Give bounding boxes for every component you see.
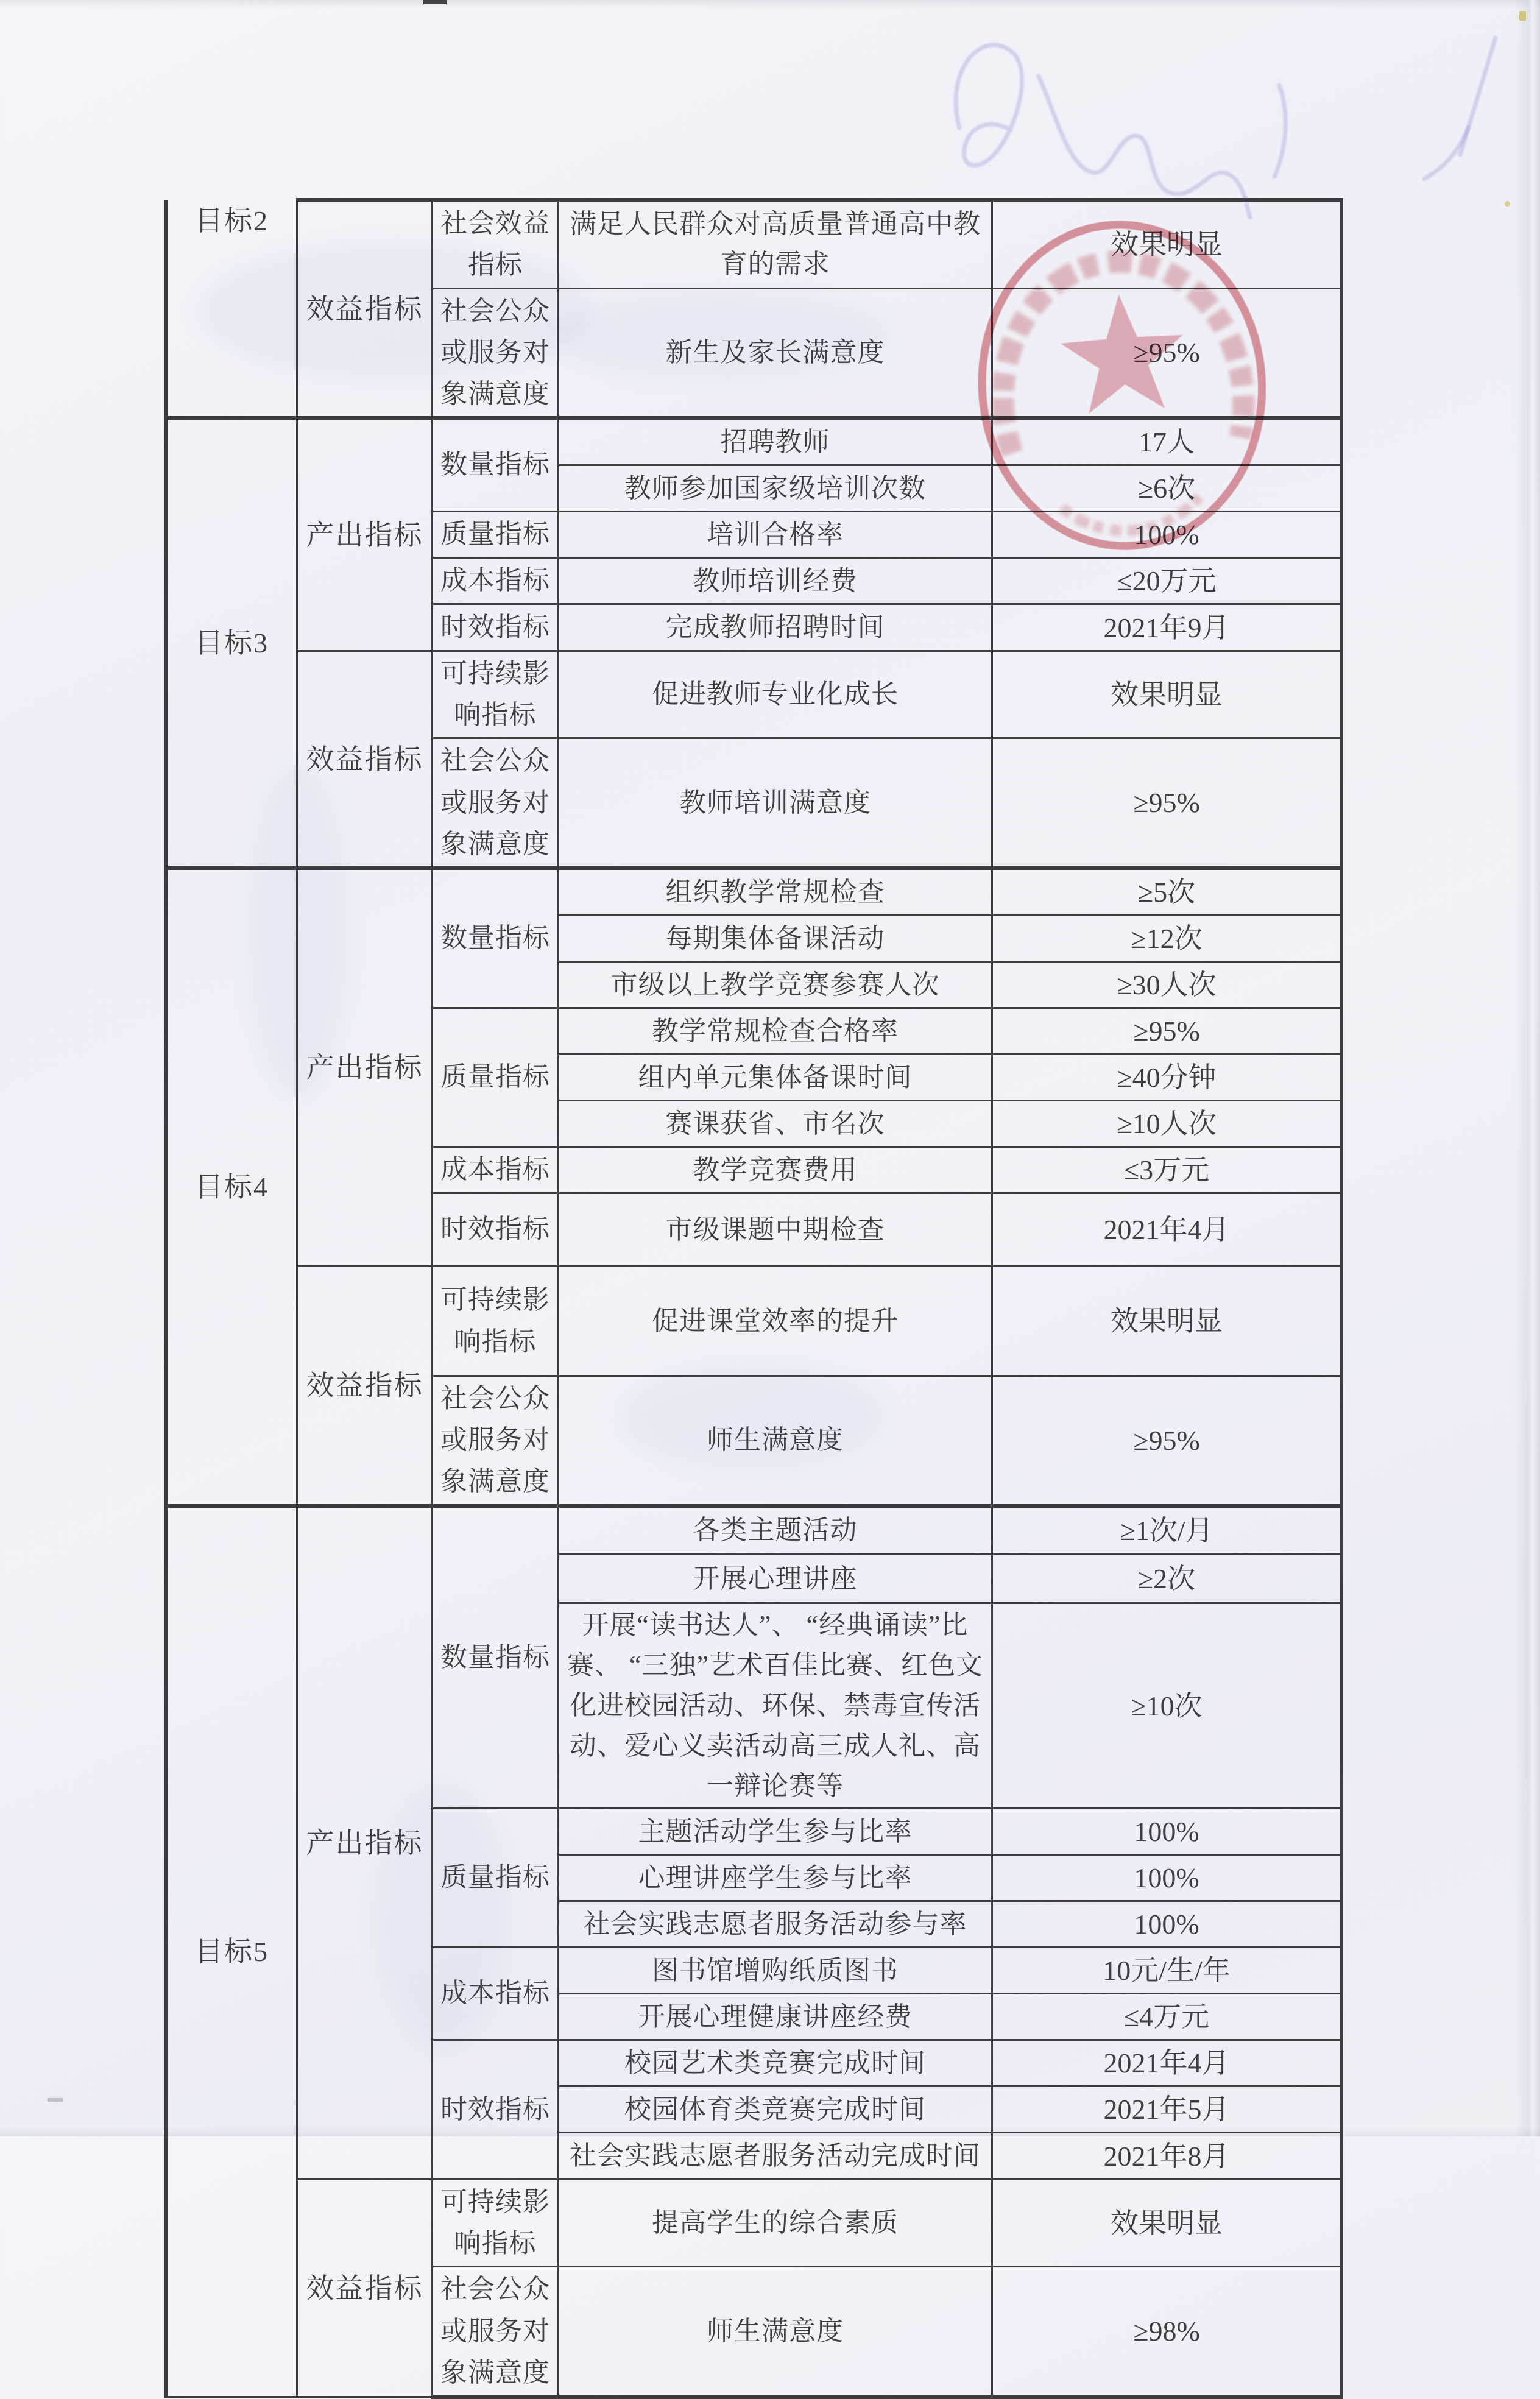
- category-cell: 效益指标: [297, 1267, 433, 1506]
- category-cell: 产出指标: [297, 418, 433, 651]
- scan-artifact-speck: [48, 2098, 63, 2102]
- indicator-type-cell: 社会效益指标: [433, 200, 559, 288]
- indicator-value-cell: ≥10人次: [992, 1101, 1342, 1147]
- indicator-type-cell: 社会公众或服务对象满意度: [433, 2267, 559, 2397]
- indicator-value-cell: 2021年5月: [992, 2086, 1342, 2133]
- category-cell: 产出指标: [297, 1506, 433, 2180]
- indicator-content-cell: 促进课堂效率的提升: [559, 1267, 992, 1376]
- indicator-type-cell: 可持续影响指标: [433, 651, 559, 738]
- indicator-content-cell: 提高学生的综合素质: [559, 2180, 992, 2267]
- indicator-value-cell: ≥95%: [992, 288, 1342, 418]
- indicator-value-cell: ≥40分钟: [992, 1055, 1342, 1101]
- indicator-content-cell: 赛课获省、市名次: [559, 1101, 992, 1147]
- category-cell: 产出指标: [297, 868, 433, 1267]
- indicator-value-cell: 效果明显: [992, 2180, 1342, 2267]
- indicator-value-cell: 效果明显: [992, 651, 1342, 738]
- indicator-value-cell: 100%: [992, 1901, 1342, 1948]
- indicator-type-cell: 成本指标: [433, 1147, 559, 1193]
- indicator-type-cell: 质量指标: [433, 1008, 559, 1147]
- indicator-value-cell: 100%: [992, 1809, 1342, 1855]
- indicator-type-cell: 社会公众或服务对象满意度: [433, 1376, 559, 1506]
- indicator-content-cell: 促进教师专业化成长: [559, 651, 992, 738]
- indicator-content-cell: 教学常规检查合格率: [559, 1008, 992, 1055]
- indicator-type-cell: 可持续影响指标: [433, 1267, 559, 1376]
- indicator-content-cell: 图书馆增购纸质图书: [559, 1948, 992, 1994]
- indicator-content-cell: 满足人民群众对高质量普通高中教育的需求: [559, 200, 992, 288]
- indicator-content-cell: 培训合格率: [559, 512, 992, 558]
- indicator-value-cell: 100%: [992, 1855, 1342, 1901]
- indicator-value-cell: ≥95%: [992, 1008, 1342, 1055]
- goal-cell: 目标2: [166, 200, 297, 418]
- indicator-value-cell: 2021年4月: [992, 2040, 1342, 2086]
- indicator-type-cell: 时效指标: [433, 604, 559, 651]
- indicator-content-cell: 社会实践志愿者服务活动参与率: [559, 1901, 992, 1948]
- indicator-content-cell: 开展心理健康讲座经费: [559, 1994, 992, 2040]
- indicator-value-cell: 2021年4月: [992, 1193, 1342, 1267]
- indicator-value-cell: ≥12次: [992, 916, 1342, 962]
- indicator-content-cell: 组织教学常规检查: [559, 868, 992, 916]
- indicator-value-cell: ≥6次: [992, 465, 1342, 512]
- indicator-type-cell: 社会公众或服务对象满意度: [433, 738, 559, 868]
- indicator-content-cell: 师生满意度: [559, 1376, 992, 1506]
- indicator-value-cell: ≥1次/月: [992, 1506, 1342, 1555]
- indicator-value-cell: 2021年8月: [992, 2133, 1342, 2180]
- indicator-value-cell: ≥95%: [992, 1376, 1342, 1506]
- indicator-content-cell: 社会实践志愿者服务活动完成时间: [559, 2133, 992, 2180]
- indicator-value-cell: ≤4万元: [992, 1994, 1342, 2040]
- indicator-content-cell: 开展心理讲座: [559, 1555, 992, 1603]
- indicator-value-cell: ≥10次: [992, 1603, 1342, 1809]
- indicator-value-cell: 10元/生/年: [992, 1948, 1342, 1994]
- indicator-content-cell: 校园艺术类竞赛完成时间: [559, 2040, 992, 2086]
- indicator-content-cell: 师生满意度: [559, 2267, 992, 2397]
- indicator-value-cell: ≤3万元: [992, 1147, 1342, 1193]
- indicator-content-cell: 每期集体备课活动: [559, 916, 992, 962]
- official-seal-stamp: [955, 197, 1298, 574]
- indicator-value-cell: 100%: [992, 512, 1342, 558]
- indicator-type-cell: 社会公众或服务对象满意度: [433, 288, 559, 418]
- indicator-type-cell: 质量指标: [433, 512, 559, 558]
- indicator-value-cell: ≥30人次: [992, 962, 1342, 1008]
- indicator-type-cell: 时效指标: [433, 2040, 559, 2180]
- indicator-value-cell: ≥98%: [992, 2267, 1342, 2397]
- indicator-value-cell: ≥2次: [992, 1555, 1342, 1603]
- indicator-content-cell: 校园体育类竞赛完成时间: [559, 2086, 992, 2133]
- indicator-value-cell: ≤20万元: [992, 558, 1342, 604]
- indicator-content-cell: 市级以上教学竞赛参赛人次: [559, 962, 992, 1008]
- indicator-value-cell: 效果明显: [992, 200, 1342, 288]
- indicator-value-cell: 17人: [992, 418, 1342, 465]
- indicator-content-cell: 主题活动学生参与比率: [559, 1809, 992, 1855]
- goal-cell: 目标5: [166, 1506, 297, 2397]
- handwriting-pen-marks: [902, 12, 1535, 219]
- indicator-type-cell: 成本指标: [433, 558, 559, 604]
- indicator-content-cell: 市级课题中期检查: [559, 1193, 992, 1267]
- indicator-type-cell: 数量指标: [433, 418, 559, 512]
- indicator-content-cell: 心理讲座学生参与比率: [559, 1855, 992, 1901]
- indicator-value-cell: ≥95%: [992, 738, 1342, 868]
- category-cell: 效益指标: [297, 200, 433, 418]
- indicator-content-cell: 组内单元集体备课时间: [559, 1055, 992, 1101]
- indicator-value-cell: 2021年9月: [992, 604, 1342, 651]
- goal-cell: 目标3: [166, 418, 297, 868]
- indicator-content-cell: 教师培训满意度: [559, 738, 992, 868]
- indicator-type-cell: 质量指标: [433, 1809, 559, 1948]
- indicator-content-cell: 各类主题活动: [559, 1506, 992, 1555]
- indicator-content-cell: 完成教师招聘时间: [559, 604, 992, 651]
- indicator-content-cell: 新生及家长满意度: [559, 288, 992, 418]
- indicator-type-cell: 成本指标: [433, 1948, 559, 2040]
- category-cell: 效益指标: [297, 2180, 433, 2397]
- indicator-content-cell: 开展“读书达人”、 “经典诵读”比赛、 “三独”艺术百佳比赛、红色文化进校园活动、环保、禁毒宣传活动、爱心义卖活动高三成人礼、高一辩论赛等: [559, 1603, 992, 1809]
- goal-cell: 目标4: [166, 868, 297, 1506]
- paper-right-edge-shadow: [1514, 0, 1540, 2136]
- indicator-type-cell: 数量指标: [433, 868, 559, 1008]
- paper-top-edge-shadow: [0, 0, 1540, 9]
- category-cell: 效益指标: [297, 651, 433, 868]
- indicator-type-cell: 时效指标: [433, 1193, 559, 1267]
- indicator-type-cell: 数量指标: [433, 1506, 559, 1809]
- indicator-type-cell: 可持续影响指标: [433, 2180, 559, 2267]
- indicator-content-cell: 教师培训经费: [559, 558, 992, 604]
- indicator-value-cell: 效果明显: [992, 1267, 1342, 1376]
- indicator-content-cell: 教师参加国家级培训次数: [559, 465, 992, 512]
- indicator-content-cell: 教学竞赛费用: [559, 1147, 992, 1193]
- star-icon: [1058, 291, 1188, 415]
- indicator-content-cell: 招聘教师: [559, 418, 992, 465]
- indicator-value-cell: ≥5次: [992, 868, 1342, 916]
- scan-artifact-speck: [423, 0, 447, 4]
